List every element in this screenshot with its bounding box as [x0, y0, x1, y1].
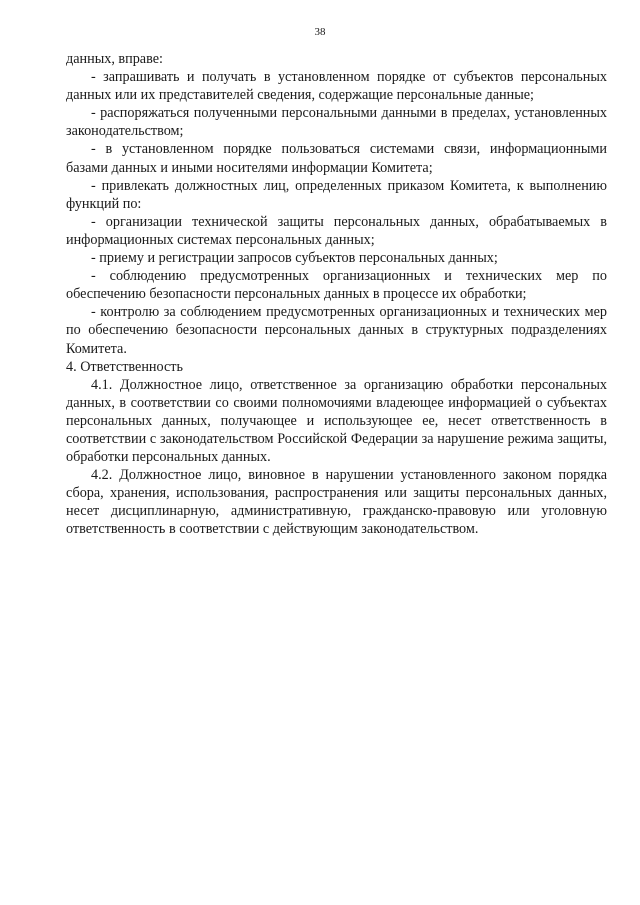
list-item-engage-officials: - привлекать должностных лиц, определенных приказом Комитета, к выполнению функций по: — [66, 177, 607, 212]
paragraph-continuation: данных, вправе: — [66, 51, 163, 67]
document-body — [66, 50, 607, 539]
list-item-compliance-control: - контролю за соблюдением предусмотренных организационных и технических мер по обеспечению безопасности персональных данных в структурных подразделениях Комитета. — [66, 304, 607, 357]
paragraph-4-1: 4.1. Должностное лицо, ответственное за организацию обработки персональных данных, в соответствии со своими полномочиями владеющее информацией о субъектах персональных данных, получающее и использующее ее, несет ответственность в соответствии с законодательством Российской Федерации за нарушение режима защиты, обработки персональных данных. — [66, 376, 607, 466]
list-item-request-data: - запрашивать и получать в установленном порядке от субъектов персональных данных или их представителей сведения, содержащие персональные данные; — [66, 69, 607, 104]
page-number: 38 — [314, 26, 326, 38]
list-item-use-systems: - в установленном порядке пользоваться системами связи, информационными базами данных и иными носителями информации Комитета; — [66, 141, 607, 176]
list-item-request-registration: - приему и регистрации запросов субъектов персональных данных; — [91, 250, 498, 267]
paragraph-4-2: 4.2. Должностное лицо, виновное в нарушении установленного законом порядка сбора, хранения, использования, распространения или защиты персональных данных, несет дисциплинарную, административную, гражданско-правовую или уголовную ответственность в соответствии с действующим законодательством. — [66, 467, 607, 538]
section-heading: 4. Ответственность — [66, 358, 183, 375]
list-item-dispose-data: - распоряжаться полученными персональными данными в пределах, установленных законодательством; — [66, 105, 607, 140]
list-item-technical-protection: - организации технической защиты персональных данных, обрабатываемых в информационных системах персональных данных; — [66, 213, 607, 248]
list-item-security-measures: - соблюдению предусмотренных организационных и технических мер по обеспечению безопасности персональных данных в процессе их обработки; — [66, 268, 607, 303]
